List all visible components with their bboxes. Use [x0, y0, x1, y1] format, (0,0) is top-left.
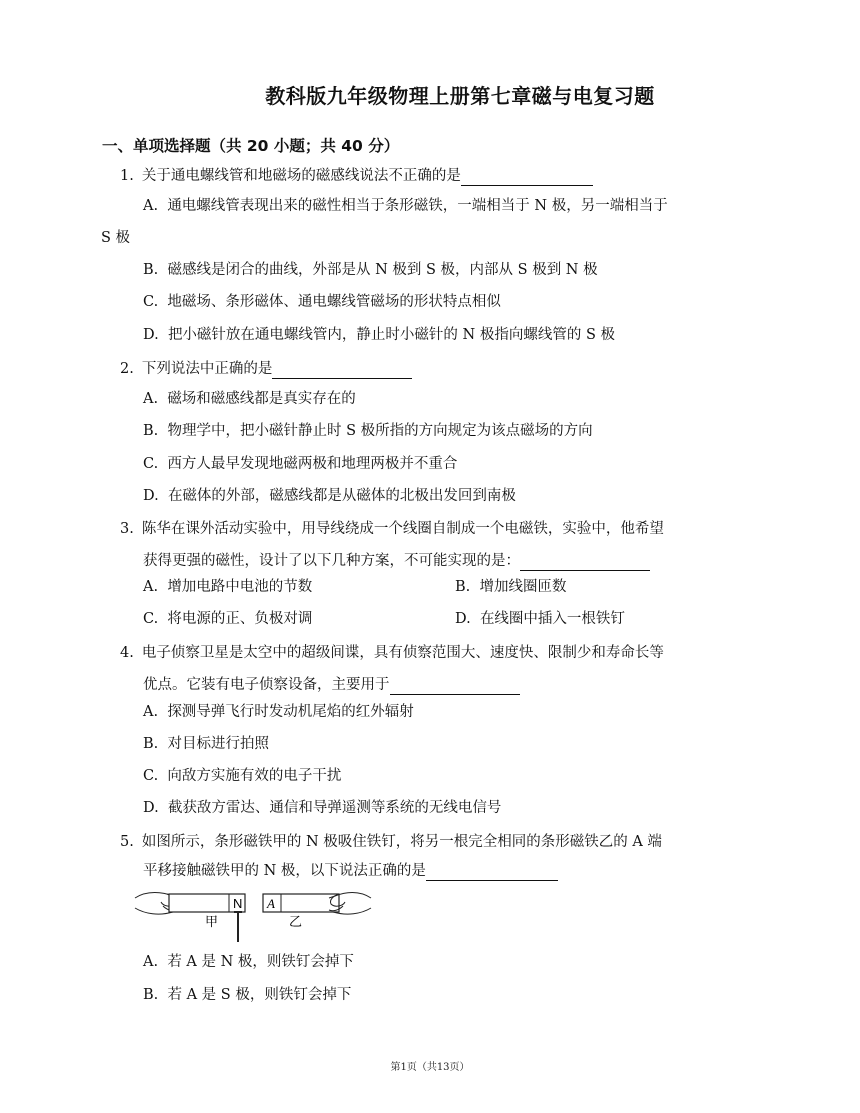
question-text: 下列说法中正确的是 — [141, 361, 273, 377]
question-4-option-d: D. 截获敌方雷达、通信和导弹遥测等系统的无线电信号 — [143, 800, 502, 816]
question-1-stem — [120, 166, 593, 186]
question-2-option-a: A. 磁场和磁感线都是真实存在的 — [143, 391, 356, 407]
question-text: 优点。它装有电子侦察设备，主要用于 — [143, 677, 390, 693]
question-number: 3. — [120, 521, 134, 537]
question-2-option-b: B. 物理学中，把小磁针静止时 S 极所指的方向规定为该点磁场的方向 — [143, 423, 593, 439]
page-footer: 第1页（共13页） — [390, 1062, 470, 1073]
answer-blank[interactable] — [426, 864, 558, 881]
question-3-option-c: C. 将电源的正、负极对调 — [143, 611, 313, 627]
question-3-stem-line-1 — [120, 519, 664, 539]
question-1-option-a: A. 通电螺线管表现出来的磁性相当于条形磁铁，一端相当于 N 极，另一端相当于 — [143, 198, 668, 214]
question-text: 关于通电螺线管和地磁场的磁感线说法不正确的是 — [141, 168, 461, 184]
question-1-option-c: C. 地磁场、条形磁体、通电螺线管磁场的形状特点相似 — [143, 294, 501, 310]
question-4-stem-line-1 — [120, 643, 664, 663]
iron-nail-icon — [234, 912, 242, 942]
question-text: 电子侦察卫星是太空中的超级间谍，具有侦察范围大、速度快、限制少和寿命长等 — [141, 645, 664, 661]
answer-blank[interactable] — [272, 362, 412, 379]
question-3-option-b: B. 增加线圈匝数 — [455, 579, 567, 595]
question-2-stem — [120, 359, 412, 379]
question-1-option-a-continued: S 极 — [101, 230, 131, 246]
answer-blank[interactable] — [461, 169, 593, 186]
question-4-option-b: B. 对目标进行拍照 — [143, 736, 269, 752]
question-text: 如图所示，条形磁铁甲的 N 极吸住铁钉，将另一根完全相同的条形磁铁乙的 A 端 — [141, 834, 662, 850]
magnet-jia-pole-label: N — [233, 896, 243, 911]
question-4-stem-line-2 — [143, 675, 520, 695]
question-text: 陈华在课外活动实验中，用导线绕成一个线圈自制成一个电磁铁，实验中，他希望 — [141, 521, 664, 537]
question-text: 获得更强的磁性，设计了以下几种方案，不可能实现的是： — [143, 553, 520, 569]
question-3-option-d: D. 在线圈中插入一根铁钉 — [455, 611, 625, 627]
magnet-yi-label: 乙 — [289, 915, 303, 930]
question-number: 2. — [120, 361, 134, 377]
question-text: 平移接触磁铁甲的 N 极，以下说法正确的是 — [143, 863, 426, 879]
answer-blank[interactable] — [520, 554, 650, 571]
question-1-option-d: D. 把小磁针放在通电螺线管内，静止时小磁针的 N 极指向螺线管的 S 极 — [143, 327, 615, 343]
magnet-diagram — [133, 886, 373, 946]
question-5-stem-line-1 — [120, 832, 662, 852]
magnet-yi-pole-label: A — [267, 896, 275, 911]
question-3-option-a: A. 增加电路中电池的节数 — [143, 579, 313, 595]
section-heading: 一、单项选择题（共 20 小题；共 40 分） — [102, 137, 400, 155]
question-4-option-c: C. 向敌方实施有效的电子干扰 — [143, 768, 342, 784]
page-title: 教科版九年级物理上册第七章磁与电复习题 — [265, 84, 655, 108]
question-2-option-d: D. 在磁体的外部，磁感线都是从磁体的北极出发回到南极 — [143, 488, 516, 504]
question-2-option-c: C. 西方人最早发现地磁两极和地理两极并不重合 — [143, 456, 458, 472]
question-1-option-b: B. 磁感线是闭合的曲线，外部是从 N 极到 S 极，内部从 S 极到 N 极 — [143, 262, 598, 278]
answer-blank[interactable] — [390, 678, 520, 695]
question-number: 4. — [120, 645, 134, 661]
question-number: 5. — [120, 834, 134, 850]
question-5-stem-line-2 — [143, 861, 558, 881]
magnet-jia-label: 甲 — [205, 915, 219, 930]
question-5-option-b: B. 若 A 是 S 极，则铁钉会掉下 — [143, 987, 352, 1003]
question-3-stem-line-2 — [143, 551, 650, 571]
question-number: 1. — [120, 168, 134, 184]
magnet-figure — [133, 886, 373, 946]
question-4-option-a: A. 探测导弹飞行时发动机尾焰的红外辐射 — [143, 704, 414, 720]
question-5-option-a: A. 若 A 是 N 极，则铁钉会掉下 — [143, 954, 354, 970]
